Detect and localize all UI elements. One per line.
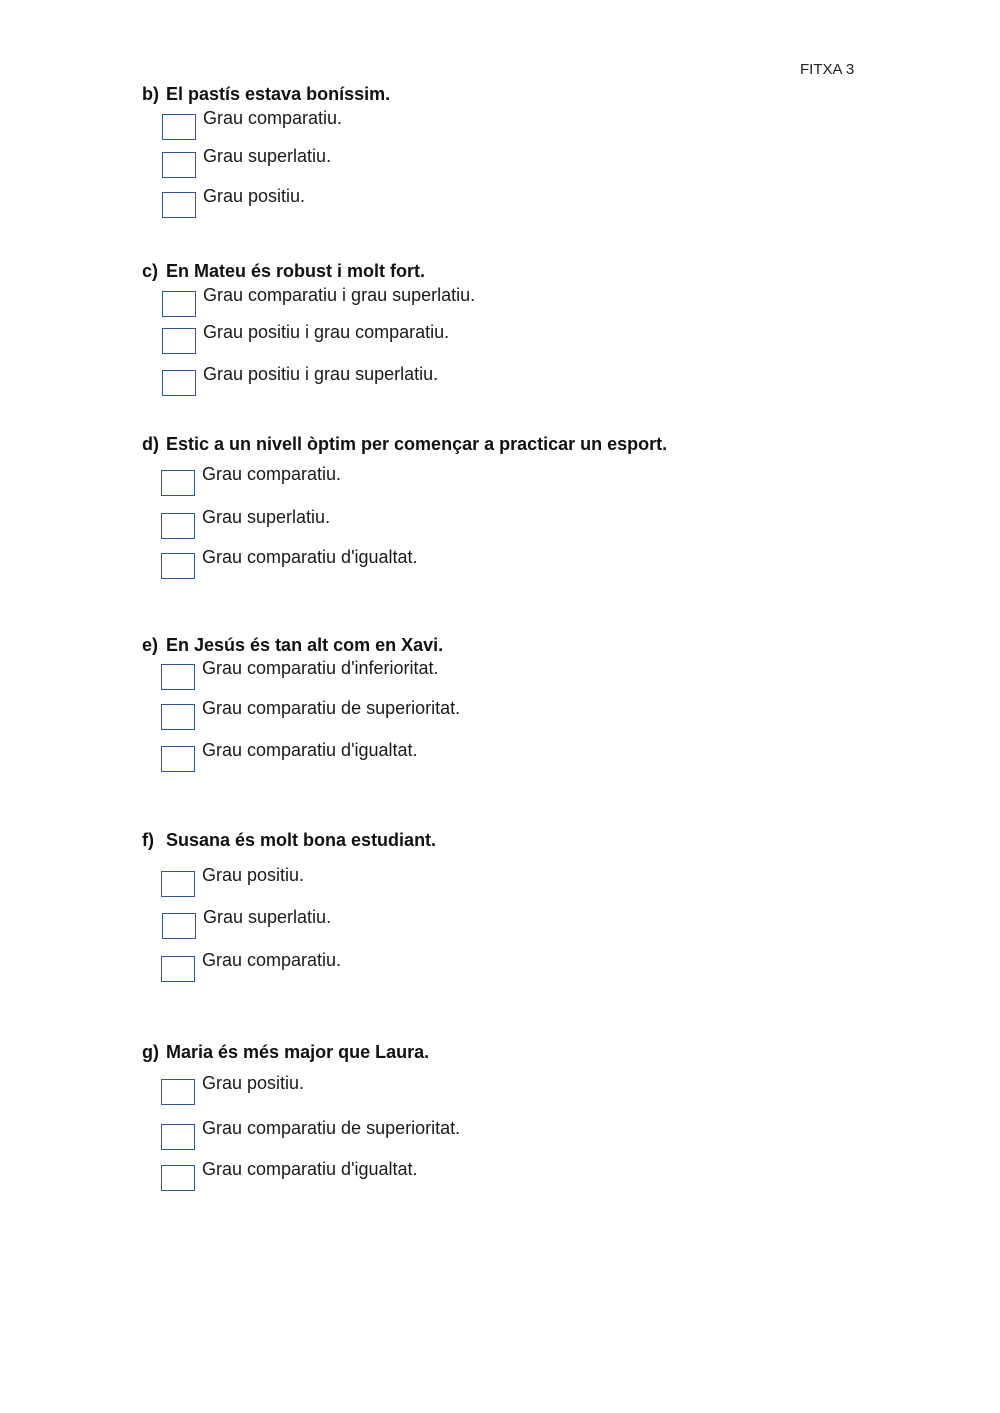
answer-checkbox[interactable] xyxy=(161,1165,195,1191)
question-g xyxy=(142,1042,429,1063)
option-label: Grau superlatiu. xyxy=(203,146,332,166)
question-text: Estic a un nivell òptim per començar a practicar un esport. xyxy=(166,434,668,454)
option-label: Grau comparatiu i grau superlatiu. xyxy=(203,285,476,305)
question-f xyxy=(142,830,436,851)
answer-checkbox[interactable] xyxy=(162,152,196,178)
answer-checkbox[interactable] xyxy=(161,1079,195,1105)
answer-checkbox[interactable] xyxy=(162,291,196,317)
option-label: Grau comparatiu de superioritat. xyxy=(202,1118,461,1138)
option-label: Grau superlatiu. xyxy=(202,507,331,527)
option-label: Grau positiu i grau comparatiu. xyxy=(203,322,450,342)
question-e xyxy=(142,635,443,656)
answer-checkbox[interactable] xyxy=(162,192,196,218)
answer-checkbox[interactable] xyxy=(161,746,195,772)
option-label: Grau comparatiu d'igualtat. xyxy=(202,547,418,567)
option-label: Grau positiu. xyxy=(202,865,305,885)
option-label: Grau positiu i grau superlatiu. xyxy=(203,364,439,384)
question-b xyxy=(142,84,390,105)
question-text: En Jesús és tan alt com en Xavi. xyxy=(166,635,444,655)
question-text: Susana és molt bona estudiant. xyxy=(166,830,437,850)
option-label: Grau positiu. xyxy=(203,186,306,206)
option-label: Grau comparatiu d'inferioritat. xyxy=(202,658,439,678)
question-text: Maria és més major que Laura. xyxy=(166,1042,430,1062)
answer-checkbox[interactable] xyxy=(161,470,195,496)
question-letter: f) xyxy=(142,830,154,850)
question-d xyxy=(142,434,667,455)
option-label: Grau comparatiu. xyxy=(202,464,342,484)
answer-checkbox[interactable] xyxy=(162,328,196,354)
option-label: Grau comparatiu d'igualtat. xyxy=(202,1159,418,1179)
question-letter: b) xyxy=(142,84,159,104)
question-text: En Mateu és robust i molt fort. xyxy=(166,261,426,281)
question-c xyxy=(142,261,425,282)
option-label: Grau positiu. xyxy=(202,1073,305,1093)
sheet-label: FITXA 3 xyxy=(800,61,855,78)
answer-checkbox[interactable] xyxy=(161,871,195,897)
answer-checkbox[interactable] xyxy=(161,513,195,539)
answer-checkbox[interactable] xyxy=(161,704,195,730)
question-text: El pastís estava boníssim. xyxy=(166,84,391,104)
answer-checkbox[interactable] xyxy=(161,1124,195,1150)
answer-checkbox[interactable] xyxy=(162,370,196,396)
question-letter: c) xyxy=(142,261,159,281)
option-label: Grau comparatiu d'igualtat. xyxy=(202,740,418,760)
answer-checkbox[interactable] xyxy=(161,664,195,690)
option-label: Grau comparatiu de superioritat. xyxy=(202,698,461,718)
answer-checkbox[interactable] xyxy=(162,114,196,140)
option-label: Grau superlatiu. xyxy=(203,907,332,927)
answer-checkbox[interactable] xyxy=(162,913,196,939)
answer-checkbox[interactable] xyxy=(161,956,195,982)
option-label: Grau comparatiu. xyxy=(202,950,342,970)
option-label: Grau comparatiu. xyxy=(203,108,343,128)
question-letter: e) xyxy=(142,635,159,655)
question-letter: g) xyxy=(142,1042,159,1062)
question-letter: d) xyxy=(142,434,159,454)
answer-checkbox[interactable] xyxy=(161,553,195,579)
